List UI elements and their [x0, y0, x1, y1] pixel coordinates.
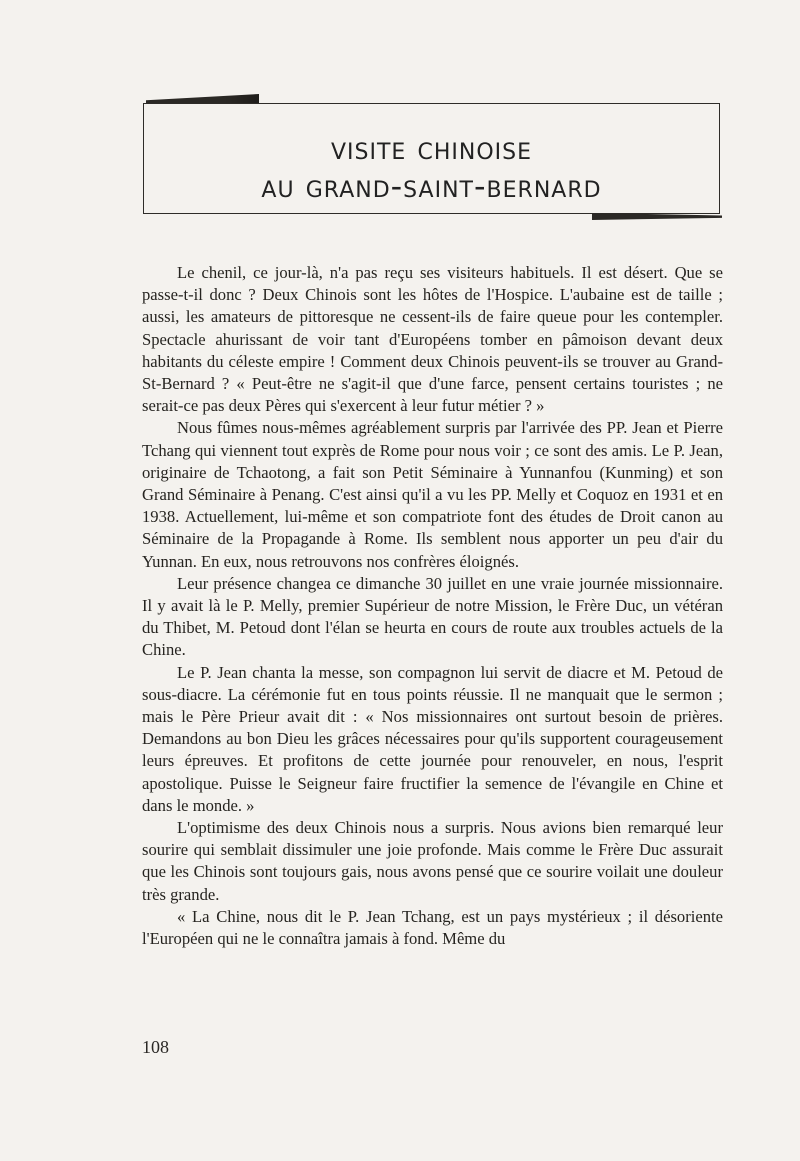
paragraph: « La Chine, nous dit le P. Jean Tchang, est un pays mystérieux ; il désoriente l'Européen qui ne le connaîtra jamais à fond. Même du: [142, 906, 723, 949]
title-rule-bottom: [592, 213, 722, 220]
article-title-line-2: au grand-saint-bernard: [261, 167, 602, 205]
title-rule-top: [146, 94, 259, 103]
article-title-line-1: visite chinoise: [330, 129, 533, 167]
paragraph: Leur présence changea ce dimanche 30 juillet en une vraie journée missionnaire. Il y avait là le P. Melly, premier Supérieur de notre Mission, le Frère Duc, un vétéran du Thibet, M. Petoud dont l'élan se heurta en cours de route aux troubles actuels de la Chine.: [142, 573, 723, 660]
article-body: [142, 262, 723, 950]
paragraph: Nous fûmes nous-mêmes agréablement surpris par l'arrivée des PP. Jean et Pierre Tchang qui viennent tout exprès de Rome pour nous voir ; ce sont des amis. Le P. Jean, originaire de Tchaotong, a fait son Petit Séminaire à Yunnanfou (Kunming) et son Grand Séminaire à Penang. C'est ainsi qu'il a vu les PP. Melly et Coquoz en 1931 et en 1938. Actuellement, lui-même et son compatriote font des études de Droit canon au Séminaire de la Propagande à Rome. Ils semblent nous apporter un peu d'air du Yunnan. En eux, nous retrouvons nos confrères éloignés.: [142, 418, 723, 571]
paragraph: Le chenil, ce jour-là, n'a pas reçu ses visiteurs habituels. Il est désert. Que se passe-t-il donc ? Deux Chinois sont les hôtes de l'Hospice. L'aubaine est de taille ; aussi, les amateurs de pittoresque ne cessent-ils de faire queue pour les contempler. Spectacle ahurissant de voir tant d'Européens tomber en pâmoison devant deux habitants du céleste empire ! Comment deux Chinois peuvent-ils se trouver au Grand-St-Bernard ? « Peut-être ne s'agit-il que d'une farce, pensent certains touristes ; ne serait-ce pas deux Pères qui s'exercent à leur futur métier ? »: [142, 263, 723, 416]
paragraph: L'optimisme des deux Chinois nous a surpris. Nous avions bien remarqué leur sourire qui semblait dissimuler une joie profonde. Mais comme le Frère Duc assurait que les Chinois sont toujours gais, nous avons pensé que ce sourire voilait une douleur très grande.: [142, 818, 723, 904]
page-number: 108: [142, 1037, 169, 1057]
paragraph: Le P. Jean chanta la messe, son compagnon lui servit de diacre et M. Petoud de sous-diacre. La cérémonie fut en tous points réussie. Il ne manquait que le sermon ; mais le Père Prieur avait dit : « Nos missionnaires ont surtout besoin de prières. Demandons au bon Dieu les grâces nécessaires pour qu'ils supportent courageusement leurs épreuves. Et profitons de cette journée pour renouveler, en nous, l'esprit apostolique. Puisse le Seigneur faire fructifier la semence de l'évangile en Chine et dans le monde. »: [142, 662, 723, 815]
